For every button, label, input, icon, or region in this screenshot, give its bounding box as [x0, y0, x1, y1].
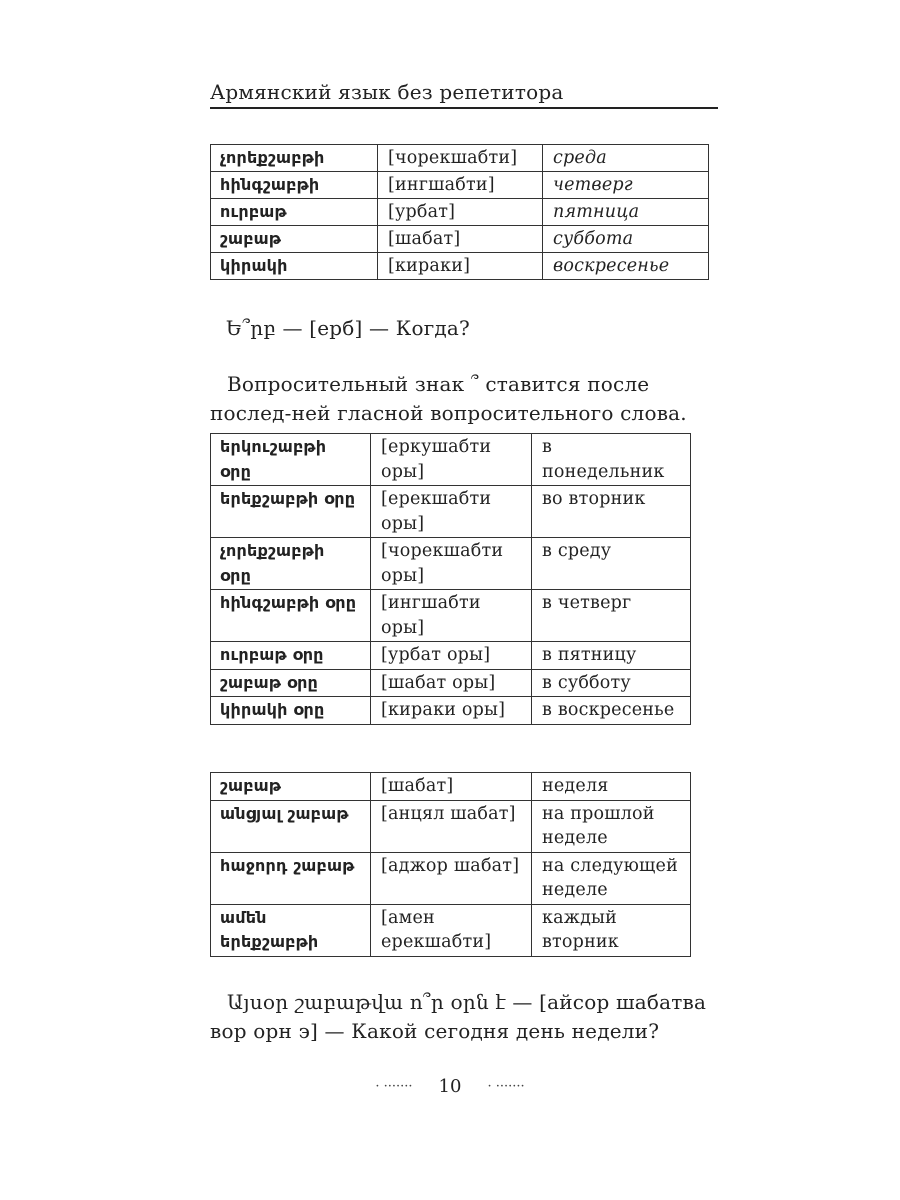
armenian-word: երեքշաբթի օրը	[211, 486, 371, 538]
transcription: [шабат]	[378, 226, 543, 253]
transcription: [аджор шабат]	[371, 852, 532, 904]
transcription: [шабат]	[371, 773, 532, 801]
table-row	[211, 486, 691, 538]
on-weekday-table	[210, 433, 691, 725]
transcription: [кираки оры]	[371, 697, 532, 725]
table-row	[211, 253, 709, 280]
transcription: [кираки]	[378, 253, 543, 280]
weekdays-table	[210, 144, 709, 280]
translation: в среду	[532, 538, 691, 590]
transcription: [шабат оры]	[371, 669, 532, 697]
transcription: [урбат оры]	[371, 642, 532, 670]
translation: во вторник	[532, 486, 691, 538]
table-row	[211, 852, 691, 904]
transcription: [анцял шабат]	[371, 800, 532, 852]
table-row	[211, 697, 691, 725]
question-mark-rule-paragraph: Вопросительный знак ՞ ставится после послед-ней гласной вопросительного слова.	[210, 372, 687, 425]
transcription: [ерекшабти оры]	[371, 486, 532, 538]
transcription: [ингшабти оры]	[371, 590, 532, 642]
armenian-word: հաջորդ շաբաթ	[211, 852, 371, 904]
page-footer	[0, 1076, 900, 1097]
translation: четверг	[543, 172, 709, 199]
running-header: Армянский язык без репетитора	[210, 80, 564, 104]
translation: на следующей неделе	[532, 852, 691, 904]
translation: воскресенье	[543, 253, 709, 280]
armenian-word: չորեքշաբթի օրը	[211, 538, 371, 590]
armenian-word: ուրբաթ	[211, 199, 378, 226]
table-row	[211, 538, 691, 590]
table-row	[211, 172, 709, 199]
transcription: [ингшабти]	[378, 172, 543, 199]
translation: в воскресенье	[532, 697, 691, 725]
armenian-word: երկուշաբթի օրը	[211, 434, 371, 486]
page-number: 10	[438, 1076, 462, 1097]
week-expressions-table	[210, 772, 691, 957]
footer-dots-left: · ·······	[375, 1079, 413, 1094]
translation: в субботу	[532, 669, 691, 697]
table-row	[211, 145, 709, 172]
translation: среда	[543, 145, 709, 172]
armenian-word: հինգշաբթի օրը	[211, 590, 371, 642]
translation: на прошлой неделе	[532, 800, 691, 852]
table-row	[211, 800, 691, 852]
today-question-paragraph: Այսօր շաբաթվա ո՞ր օրն է — [айсор шабатва вор орн э] — Какой сегодня день недели?	[210, 990, 707, 1043]
footer-dots-right: · ·······	[487, 1079, 525, 1094]
question-when: Ե՞րբ — [ерб] — Когда?	[226, 316, 470, 340]
table-row	[211, 904, 691, 956]
translation: в пятницу	[532, 642, 691, 670]
transcription: [еркушабти оры]	[371, 434, 532, 486]
armenian-word: ամեն երեքշաբթի	[211, 904, 371, 956]
armenian-word: հինգշաբթի	[211, 172, 378, 199]
armenian-word: ուրբաթ օրը	[211, 642, 371, 670]
armenian-word: կիրակի օրը	[211, 697, 371, 725]
table-row	[211, 669, 691, 697]
header-rule	[210, 107, 718, 109]
armenian-word: շաբաթ օրը	[211, 669, 371, 697]
armenian-word: անցյալ շաբաթ	[211, 800, 371, 852]
translation: в четверг	[532, 590, 691, 642]
table-row	[211, 434, 691, 486]
translation: суббота	[543, 226, 709, 253]
table-row	[211, 590, 691, 642]
table-row	[211, 199, 709, 226]
translation: каждый вторник	[532, 904, 691, 956]
armenian-word: շաբաթ	[211, 773, 371, 801]
transcription: [амен ерекшабти]	[371, 904, 532, 956]
translation: неделя	[532, 773, 691, 801]
translation: пятница	[543, 199, 709, 226]
armenian-word: չորեքշաբթի	[211, 145, 378, 172]
table-row	[211, 642, 691, 670]
transcription: [чорекшабти]	[378, 145, 543, 172]
translation: в понедельник	[532, 434, 691, 486]
table-row	[211, 773, 691, 801]
armenian-word: շաբաթ	[211, 226, 378, 253]
transcription: [чорекшабти оры]	[371, 538, 532, 590]
table-row	[211, 226, 709, 253]
armenian-word: կիրակի	[211, 253, 378, 280]
transcription: [урбат]	[378, 199, 543, 226]
